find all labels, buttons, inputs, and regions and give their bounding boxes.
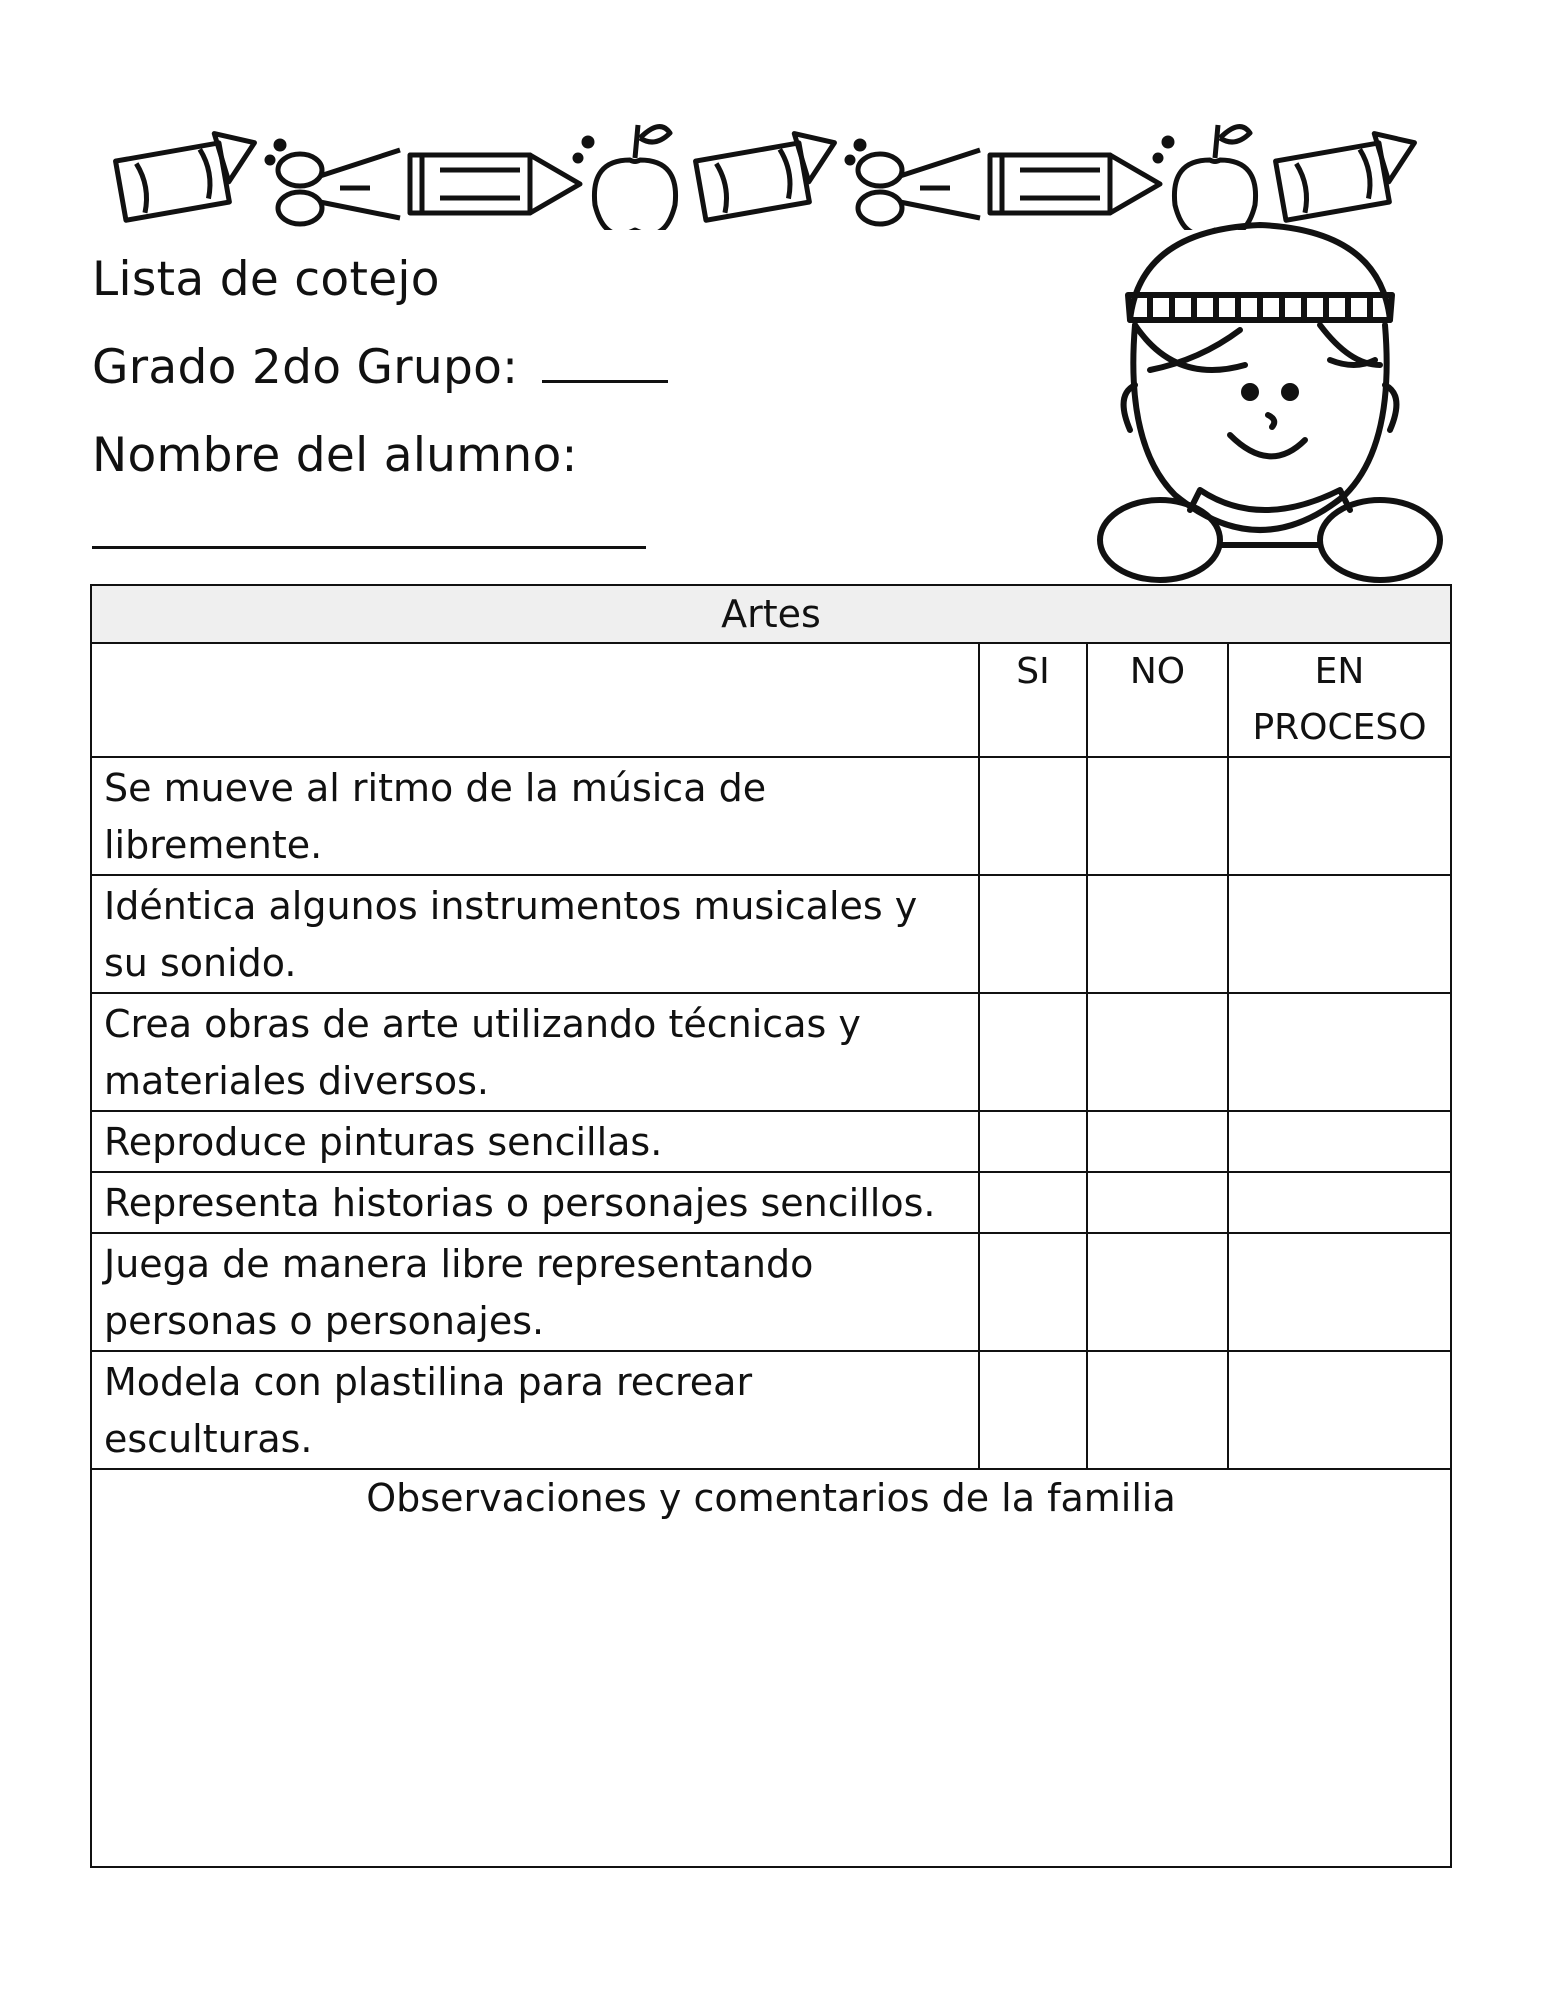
- grade-group-line: [92, 340, 668, 395]
- check-cell-no[interactable]: [1087, 1172, 1228, 1233]
- table-row: [91, 993, 1451, 1111]
- check-cell-si[interactable]: [979, 875, 1087, 993]
- check-cell-en-proceso[interactable]: [1228, 1111, 1451, 1172]
- apple-icon: [575, 125, 676, 230]
- criterion-text: Se mueve al ritmo de la música de libremente.: [104, 766, 767, 867]
- criterion-text: Crea obras de arte utilizando técnicas y materiales diversos.: [104, 1002, 861, 1103]
- crayon-icon: [696, 127, 841, 220]
- check-cell-si[interactable]: [979, 1111, 1087, 1172]
- check-cell-si[interactable]: [979, 993, 1087, 1111]
- observations-area[interactable]: [91, 1469, 1451, 1867]
- column-en-label: EN: [1314, 651, 1365, 692]
- table-row: [91, 1111, 1451, 1172]
- criteria-header-cell: [91, 643, 979, 757]
- check-cell-en-proceso[interactable]: [1228, 1172, 1451, 1233]
- check-cell-si[interactable]: [979, 1233, 1087, 1351]
- check-cell-no[interactable]: [1087, 993, 1228, 1111]
- observations-label: Observaciones y comentarios de la familia: [366, 1476, 1176, 1520]
- table-row: [91, 1351, 1451, 1469]
- check-cell-en-proceso[interactable]: [1228, 1233, 1451, 1351]
- page-title: Lista de cotejo: [92, 252, 440, 307]
- column-no: NO: [1087, 643, 1228, 757]
- check-cell-en-proceso[interactable]: [1228, 1351, 1451, 1469]
- check-cell-no[interactable]: [1087, 1351, 1228, 1469]
- grade-group-label: Grado 2do Grupo:: [92, 340, 519, 395]
- check-cell-si[interactable]: [979, 757, 1087, 875]
- criterion-text: Idéntica algunos instrumentos musicales y su sonido.: [104, 884, 918, 985]
- table-row: [91, 1233, 1451, 1351]
- check-cell-no[interactable]: [1087, 1233, 1228, 1351]
- check-cell-en-proceso[interactable]: [1228, 757, 1451, 875]
- crayon-icon: [1276, 127, 1421, 220]
- column-proceso-label: PROCESO: [1252, 707, 1427, 748]
- column-header-row: [91, 643, 1451, 757]
- check-cell-si[interactable]: [979, 1172, 1087, 1233]
- checklist-table: [90, 584, 1452, 1868]
- check-cell-en-proceso[interactable]: [1228, 993, 1451, 1111]
- crayon-icon: [116, 127, 261, 220]
- criterion-text: Reproduce pinturas sencillas.: [104, 1120, 663, 1164]
- scissors-icon: [847, 141, 980, 224]
- section-title-artes: Artes: [91, 585, 1451, 643]
- check-cell-no[interactable]: [1087, 1111, 1228, 1172]
- check-cell-no[interactable]: [1087, 757, 1228, 875]
- column-en-proceso: [1228, 643, 1451, 757]
- criterion-text: Juega de manera libre representando personas o personajes.: [104, 1242, 814, 1343]
- check-cell-no[interactable]: [1087, 875, 1228, 993]
- scissors-icon: [267, 141, 400, 224]
- column-si: SI: [979, 643, 1087, 757]
- table-row: [91, 757, 1451, 875]
- student-name-label: Nombre del alumno:: [92, 428, 578, 483]
- check-cell-en-proceso[interactable]: [1228, 875, 1451, 993]
- criterion-text: Representa historias o personajes sencillos.: [104, 1181, 936, 1225]
- check-cell-si[interactable]: [979, 1351, 1087, 1469]
- group-blank-field[interactable]: [542, 346, 668, 383]
- table-row: [91, 1172, 1451, 1233]
- pencil-icon: [410, 155, 580, 213]
- pencil-icon: [990, 155, 1160, 213]
- boy-illustration: [1090, 210, 1450, 590]
- table-row: [91, 875, 1451, 993]
- student-name-blank-field[interactable]: [92, 546, 646, 549]
- criterion-text: Modela con plastilina para recrear esculturas.: [104, 1360, 753, 1461]
